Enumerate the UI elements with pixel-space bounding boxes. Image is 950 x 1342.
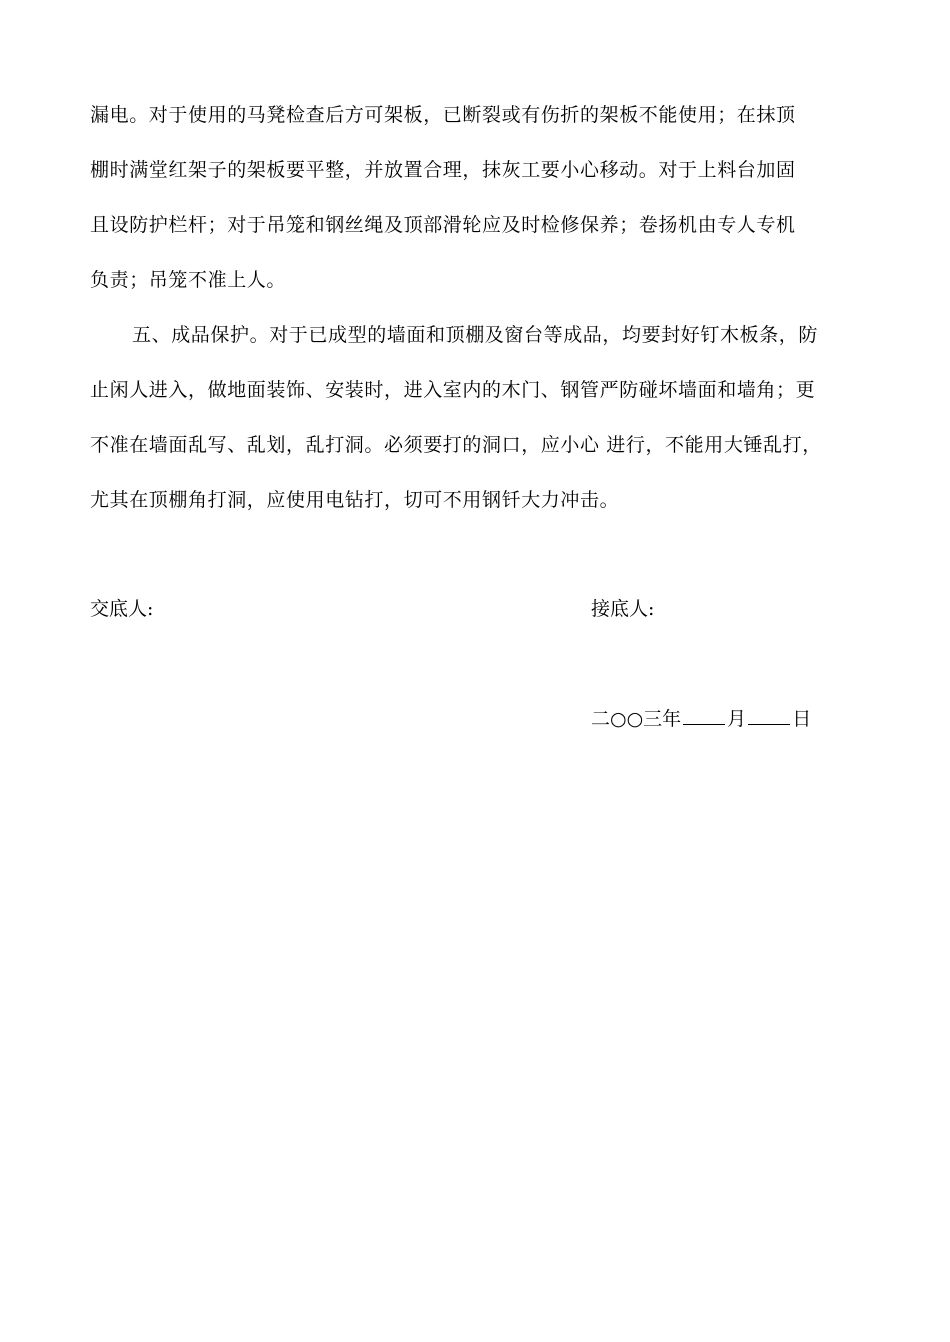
paragraph-line-5: 五、成品保护。对于已成型的墙面和顶棚及窗台等成品，均要封好钉木板条，防 (132, 324, 819, 346)
paragraph-line-3: 且设防护栏杆；对于吊笼和钢丝绳及顶部滑轮应及时检修保养；卷扬机由专人专机 (90, 214, 796, 236)
date-year: 二○○三年 (591, 708, 682, 730)
paragraph-line-4: 负责；吊笼不准上人。 (90, 269, 287, 291)
day-blank (748, 706, 790, 725)
receiver-person-label: 接底人: (591, 598, 655, 620)
date-month: 月 (727, 708, 747, 730)
handover-person-label: 交底人: (90, 598, 154, 620)
paragraph-line-1: 漏电。对于使用的马凳检查后方可架板，已断裂或有伤折的架板不能使用；在抹顶 (90, 104, 796, 126)
date-line (591, 706, 811, 731)
paragraph-line-7: 不准在墙面乱写、乱划，乱打洞。必须要打的洞口，应小心 进行，不能用大锤乱打， (90, 434, 822, 456)
paragraph-line-8: 尤其在顶棚角打洞，应使用电钻打，切可不用钢钎大力冲击。 (90, 489, 620, 511)
month-blank (683, 706, 725, 725)
date-day: 日 (792, 708, 812, 730)
paragraph-line-6: 止闲人进入，做地面装饰、安装时，进入室内的木门、钢管严防碰坏墙面和墙角；更 (90, 379, 816, 401)
paragraph-line-2: 棚时满堂红架子的架板要平整，并放置合理，抹灰工要小心移动。对于上料台加固 (90, 159, 796, 181)
